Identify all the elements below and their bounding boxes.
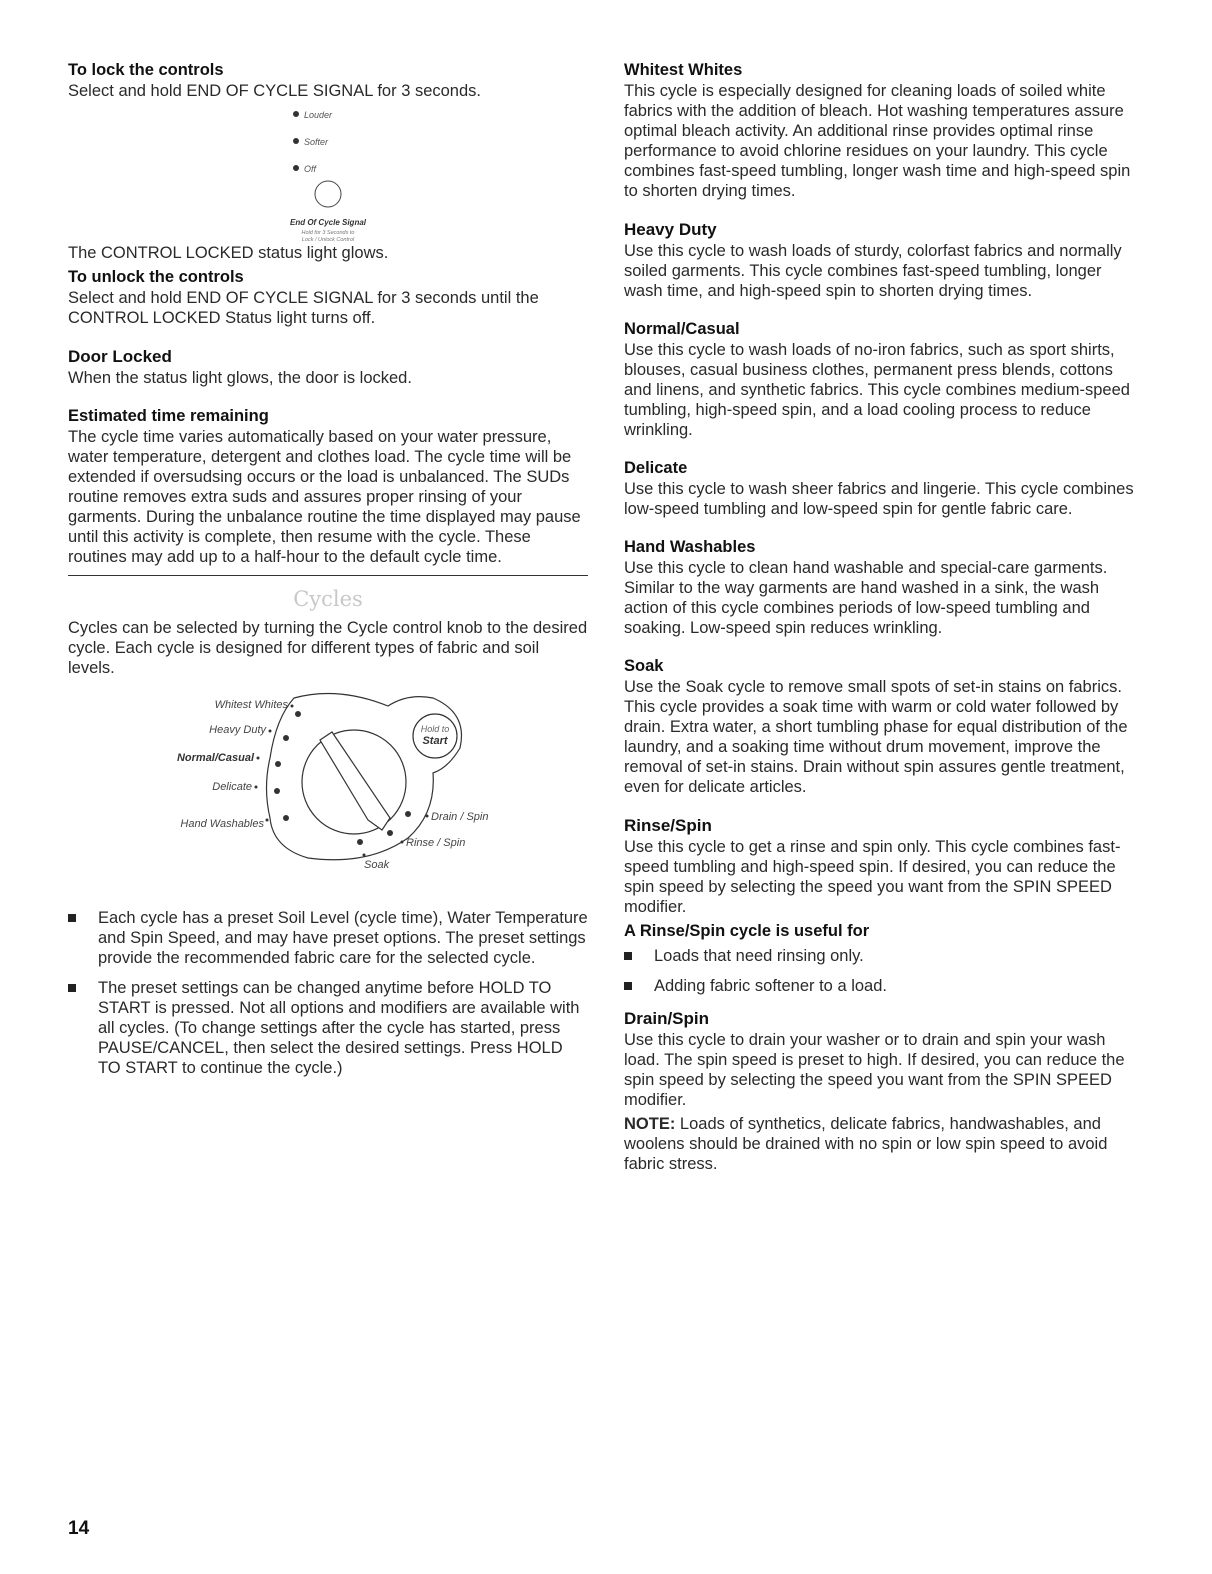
soak-heading: Soak [624,657,664,675]
list-item: Loads that need rinsing only. [624,946,1144,966]
lock-text: Select and hold END OF CYCLE SIGNAL for 3 seconds. [68,82,481,100]
drain-text: Use this cycle to drain your washer or to drain and spin your wash load. The spin speed is preset to high. If desired, you can reduce the spin speed by selecting the speed you want from the SPIN SPEED modifier. [624,1031,1125,1109]
square-bullet-icon [624,982,632,990]
right-column [624,60,1144,1174]
cycle-dot [283,735,289,741]
estimated-time-heading: Estimated time remaining [68,407,269,425]
hand-text: Use this cycle to clean hand washable and special-care garments. Similar to the way garments are hand washed in a sink, the wash action of this cycle combines periods of low-speed tumbling and soaking. Low-speed spin reduces wrinkling. [624,559,1108,637]
button-sub2: Lock / Unlock Control [301,237,355,243]
estimated-time-text: The cycle time varies automatically based on your water pressure, water temperature, detergent and clothes load. The cycle time will be extended if oversudsing occurs or the load is unbalanced. The SUDs routine removes extra suds and assures proper rinsing of your garments. During the unbalance routine the time displayed may pause until this activity is complete, then resume with the cycle. These routines may add up to a half-hour to the default cycle time. [68,428,581,566]
cycle-dot [274,788,280,794]
start-label: Start [422,735,448,747]
whitest-heading: Whitest Whites [624,61,743,79]
rinse-useful-heading: A Rinse/Spin cycle is useful for [624,922,870,940]
note-text: Loads of synthetics, delicate fabrics, handwashables, and woolens should be drained with no spin or low spin speed to avoid fabric stress. [624,1115,1108,1173]
rinse-useful-list [624,946,1144,996]
heavy-heading: Heavy Duty [624,220,717,239]
soak-text: Use the Soak cycle to remove small spots of set-in stains on fabrics. This cycle provides a soak time with warm or cold water followed by drain. Extra water, a short tumbling phase for equal distribution of the laundry, and a soaking time without drum movement, improve the removal of set-in stains. Drain without spin assures gentle treatment, even for delicate articles. [624,678,1128,796]
cycle-dot [405,811,411,817]
dial-label-normal: Normal/Casual [176,752,254,764]
softer-indicator-dot [293,138,299,144]
whitest-text: This cycle is especially designed for cleaning loads of soiled white fabrics with the addition of bleach. Hot washing temperatures assure optimal bleach activity. An additional rinse provides optimal rinse performance to avoid chlorine residues on your laundry. This cycle combines fast-speed tumbling, longer wash time and high-speed spin to shorten drying times. [624,82,1131,200]
cycle-notes-list [68,908,588,1078]
dial-outline [267,694,462,860]
cycle-dot [283,815,289,821]
off-indicator-dot [293,165,299,171]
end-of-cycle-signal-figure [68,101,588,243]
cycles-title: Cycles [293,587,363,611]
cycles-intro: Cycles can be selected by turning the Cycle control knob to the desired cycle. Each cycle is designed for different types of fabric and soil levels. [68,619,588,677]
locked-status-text: The CONTROL LOCKED status light glows. [68,244,389,262]
cycle-dot [275,761,281,767]
louder-label: Louder [304,110,333,120]
normal-text: Use this cycle to wash loads of no-iron fabrics, such as sport shirts, blouses, casual business clothes, permanent press blends, cottons and linens, and synthetic fabrics. This cycle combines medium-speed tumbling, high-speed spin, and a load cooling process to reduce wrinkling. [624,341,1130,439]
square-bullet-icon [68,984,76,992]
door-heading: Door Locked [68,347,172,366]
rinse-heading: Rinse/Spin [624,816,712,835]
note-label: NOTE: [624,1115,676,1133]
rinse-text: Use this cycle to get a rinse and spin only. This cycle combines fast-speed tumbling and high-speed spin. If desired, you can reduce the spin speed by selecting the speed you want from the SPIN SPEED modifier. [624,838,1121,916]
delicate-heading: Delicate [624,459,688,477]
square-bullet-icon [624,952,632,960]
knob-pointer [320,732,390,830]
note-paragraph [624,1114,1144,1174]
dial-label-whitest: Whitest Whites [214,699,288,711]
hold-to-label: Hold to [420,724,450,734]
left-column [68,60,588,1088]
list-item: Adding fabric softener to a load. [624,976,1144,996]
dial-label-soak: Soak [364,859,390,871]
unlock-heading: To unlock the controls [68,268,244,286]
button-title: End Of Cycle Signal [289,218,367,227]
drain-heading: Drain/Spin [624,1009,710,1028]
delicate-text: Use this cycle to wash sheer fabrics and lingerie. This cycle combines low-speed tumbling and low-speed spin for gentle fabric care. [624,480,1134,518]
unlock-text: Select and hold END OF CYCLE SIGNAL for 3 seconds until the CONTROL LOCKED Status light turns off. [68,289,539,327]
square-bullet-icon [68,914,76,922]
dial-label-heavy: Heavy Duty [209,724,266,736]
cycle-dot [295,711,301,717]
page-number: 14 [68,1518,90,1539]
dial-label-hand: Hand Washables [180,818,264,830]
normal-heading: Normal/Casual [624,320,740,338]
end-of-cycle-signal-button [315,181,341,207]
lock-heading: To lock the controls [68,61,224,79]
cycle-dot [387,830,393,836]
dial-label-delicate: Delicate [212,781,252,793]
button-sub1: Hold for 3 Seconds to [301,230,355,236]
hand-heading: Hand Washables [624,538,756,556]
cycle-dial-figure [68,678,588,908]
heavy-text: Use this cycle to wash loads of sturdy, colorfast fabrics and normally soiled garments. This cycle combines fast-speed tumbling, longer wash time, and high-speed spin to shorten drying times. [624,242,1122,300]
dial-label-rinse: Rinse / Spin [406,837,466,849]
off-label: Off [304,164,317,174]
section-divider [68,575,588,576]
list-item: Each cycle has a preset Soil Level (cycle time), Water Temperature and Spin Speed, and may have preset options. The preset settings provide the recommended fabric care for the selected cycle. [68,908,588,968]
louder-indicator-dot [293,111,299,117]
dial-label-drain: Drain / Spin [431,811,489,823]
door-text: When the status light glows, the door is locked. [68,369,412,387]
softer-label: Softer [304,137,329,147]
list-item: The preset settings can be changed anytime before HOLD TO START is pressed. Not all options and modifiers are available with all cycles. (To change settings after the cycle has started, press PAUSE/CANCEL, then select the desired settings. Press HOLD TO START to continue the cycle.) [68,978,588,1078]
cycle-dot [357,839,363,845]
